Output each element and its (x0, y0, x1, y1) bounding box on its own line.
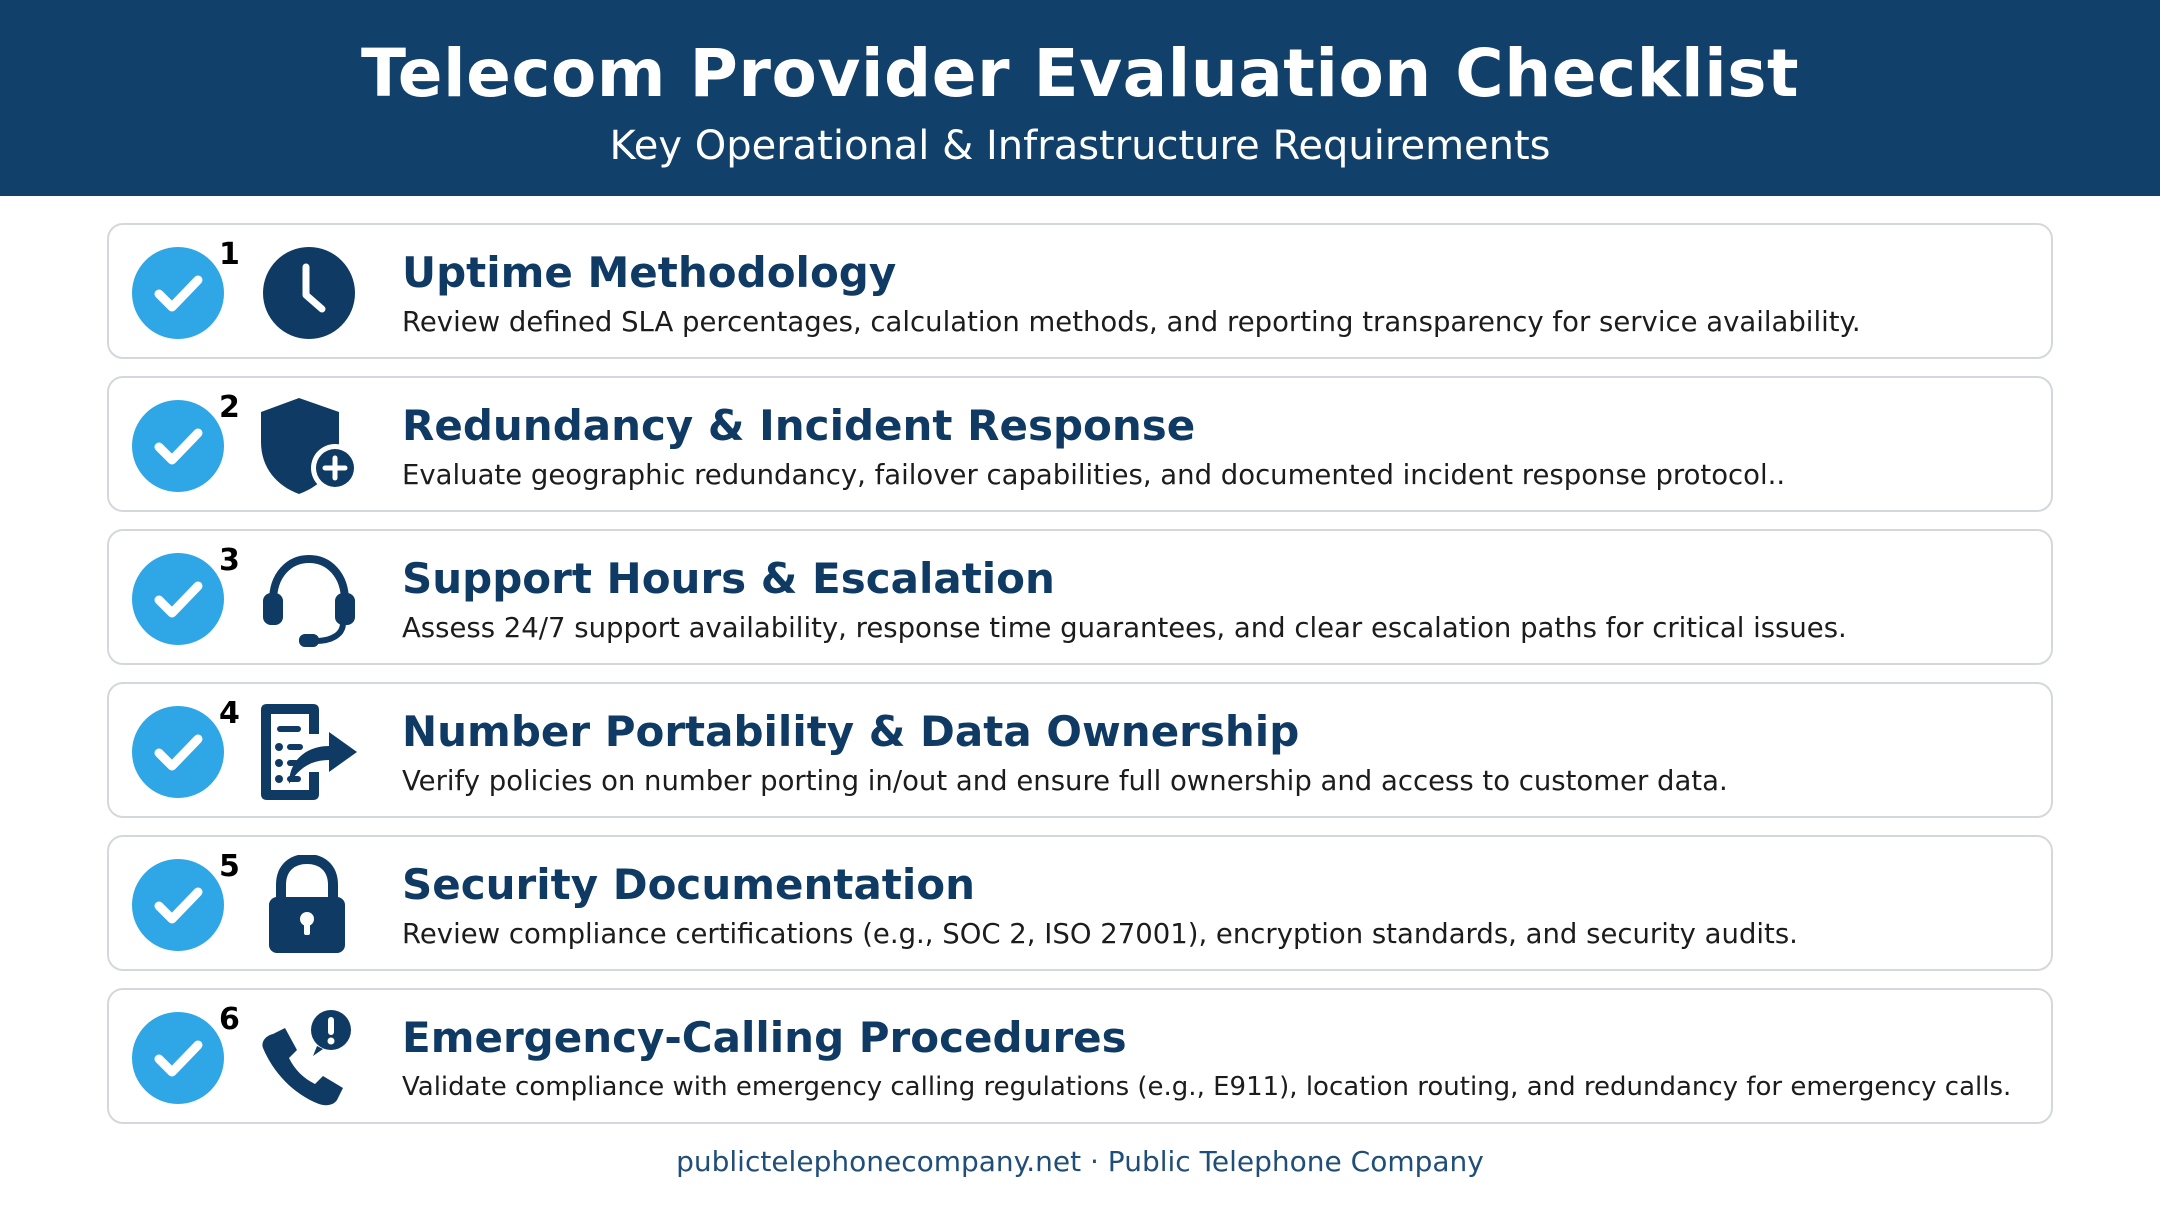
item-title: Support Hours & Escalation (402, 554, 1055, 603)
item-title: Emergency-Calling Procedures (402, 1013, 1127, 1062)
shield-plus-icon (259, 396, 359, 496)
clock-icon (259, 243, 359, 343)
checkmark-icon (132, 400, 224, 492)
item-number: 3 (219, 543, 240, 578)
checkmark-icon (132, 1012, 224, 1104)
padlock-icon (259, 855, 359, 955)
item-description: Evaluate geographic redundancy, failover capabilities, and documented incident response protocol.. (402, 459, 1786, 491)
checklist-item-portability (107, 682, 2053, 818)
item-title: Redundancy & Incident Response (402, 401, 1196, 450)
headset-icon (259, 549, 359, 649)
item-description: Review compliance certifications (e.g., SOC 2, ISO 27001), encryption standards, and security audits. (402, 918, 1798, 950)
header-banner (0, 0, 2160, 196)
checkmark-icon (132, 859, 224, 951)
footer-credit: publictelephonecompany.net · Public Telephone Company (676, 1145, 1484, 1178)
phone-alert-icon (259, 1008, 359, 1108)
checklist-item-emergency (107, 988, 2053, 1124)
item-description: Assess 24/7 support availability, response time guarantees, and clear escalation paths for critical issues. (402, 612, 1847, 644)
item-title: Security Documentation (402, 860, 976, 909)
item-number: 2 (219, 390, 240, 425)
checklist (107, 223, 2053, 1141)
item-title: Uptime Methodology (402, 248, 897, 297)
item-number: 5 (219, 849, 240, 884)
checkmark-icon (132, 247, 224, 339)
item-description: Review defined SLA percentages, calculation methods, and reporting transparency for service availability. (402, 306, 1861, 338)
item-number: 6 (219, 1002, 240, 1037)
document-export-icon (259, 702, 359, 802)
page-title: Telecom Provider Evaluation Checklist (360, 35, 1800, 112)
checklist-item-security (107, 835, 2053, 971)
checkmark-icon (132, 553, 224, 645)
page-subtitle: Key Operational & Infrastructure Requirements (609, 123, 1551, 169)
item-description: Validate compliance with emergency calling regulations (e.g., E911), location routing, and redundancy for emergency calls. (402, 1072, 2012, 1102)
item-description: Verify policies on number porting in/out and ensure full ownership and access to customer data. (402, 765, 1728, 797)
checklist-item-redundancy (107, 376, 2053, 512)
checklist-item-support (107, 529, 2053, 665)
item-title: Number Portability & Data Ownership (402, 707, 1300, 756)
item-number: 1 (219, 237, 240, 272)
checklist-item-uptime (107, 223, 2053, 359)
item-number: 4 (219, 696, 240, 731)
checkmark-icon (132, 706, 224, 798)
